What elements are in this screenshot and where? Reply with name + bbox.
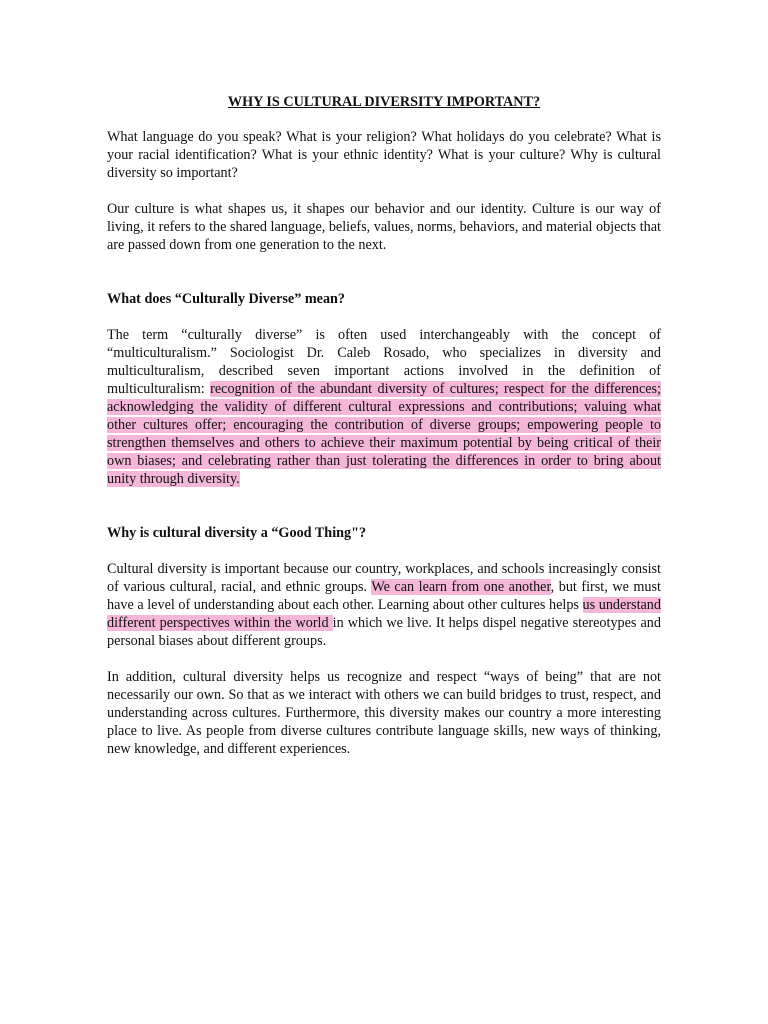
- highlighted-perspectives: us understand different perspectives within the world: [107, 597, 661, 631]
- section-heading-good-thing: Why is cultural diversity a “Good Thing"?: [107, 525, 367, 541]
- importance-text-3: in which we live. It helps dispel negative stereotypes and personal biases about different groups.: [107, 615, 661, 649]
- importance-paragraph: [107, 560, 661, 650]
- multiculturalism-text: The term “culturally diverse” is often used interchangeably with the concept of “multiculturalism.” Sociologist Dr. Caleb Rosado, who specializes in diversity and multiculturalism, described seven important actions involved in the definition of multiculturalism:: [107, 327, 661, 397]
- document-title: WHY IS CULTURAL DIVERSITY IMPORTANT?: [227, 94, 541, 110]
- document-body: [107, 93, 661, 758]
- intro-paragraph: What language do you speak? What is your religion? What holidays do you celebrate? What is your racial identification? What is your ethnic identity? What is your culture? Why is cultural diversity so important?: [107, 129, 661, 181]
- importance-text-1: Cultural diversity is important because our country, workplaces, and schools increasingly consist of various cultural, racial, and ethnic groups.: [107, 561, 661, 595]
- addition-paragraph: In addition, cultural diversity helps us recognize and respect “ways of being” that are not necessarily our own. So that as we interact with others we can build bridges to trust, respect, and understanding across cultures. Furthermore, this diversity makes our country a more interesting place to live. As people from diverse cultures contribute language skills, new ways of thinking, new knowledge, and different experiences.: [107, 669, 661, 757]
- highlighted-learn: We can learn from one another: [371, 579, 551, 595]
- highlighted-definition: recognition of the abundant diversity of cultures; respect for the differences; acknowledging the validity of different cultural expressions and contributions; valuing what other cultures offer; encouraging the contribution of diverse groups; empowering people to strengthen themselves and others to achieve their maximum potential by being critical of their own biases; and celebrating rather than just tolerating the differences in order to bring about unity through diversity.: [107, 381, 661, 487]
- multiculturalism-paragraph: [107, 326, 661, 488]
- importance-text-2: , but first, we must have a level of understanding about each other. Learning about other cultures helps: [107, 579, 661, 613]
- culture-paragraph: Our culture is what shapes us, it shapes our behavior and our identity. Culture is our way of living, it refers to the shared language, beliefs, values, norms, behaviors, and material objects that are passed down from one generation to the next.: [107, 201, 661, 253]
- section-heading-culturally-diverse: What does “Culturally Diverse” mean?: [107, 291, 346, 307]
